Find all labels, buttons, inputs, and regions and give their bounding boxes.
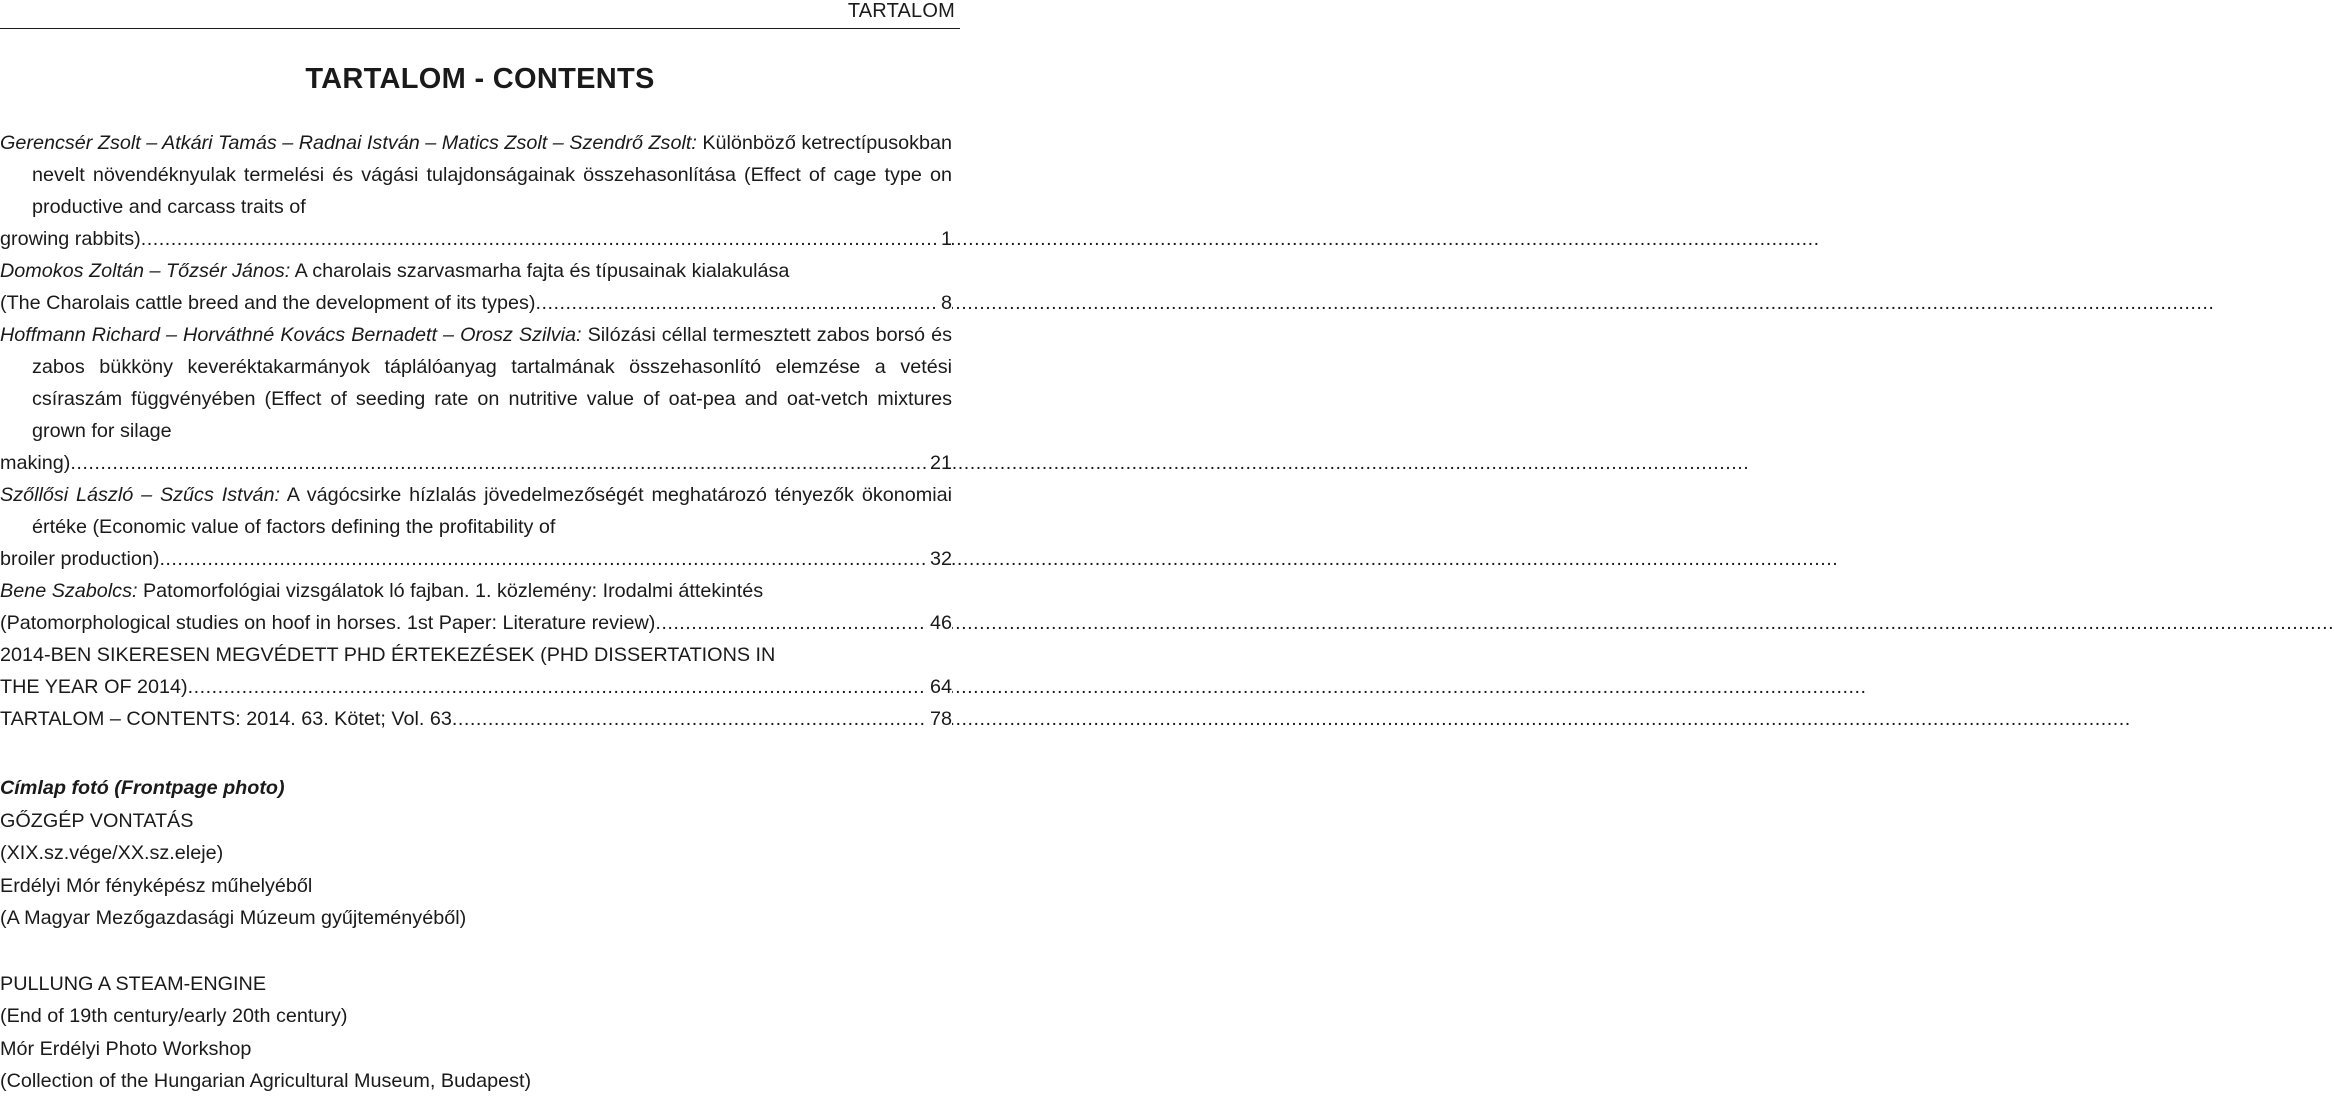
cover-line: Mór Erdélyi Photo Workshop	[0, 1037, 252, 1060]
toc-entry[interactable]	[0, 575, 952, 639]
toc-entry[interactable]	[0, 703, 952, 735]
toc-entry[interactable]	[0, 479, 952, 575]
toc-entry[interactable]	[0, 255, 952, 319]
toc-page-number: 1	[938, 223, 952, 255]
toc-authors: Szőllősi László – Szűcs István:	[0, 484, 280, 506]
cover-line: (XIX.sz.vége/XX.sz.eleje)	[0, 842, 224, 864]
toc-page-number: 8	[938, 287, 952, 319]
toc-authors: Hoffmann Richard – Horváthné Kovács Bernadett – Orosz Szilvia:	[0, 324, 582, 346]
toc-authors: Bene Szabolcs:	[0, 580, 138, 602]
header-rule	[0, 28, 960, 29]
cover-line: (End of 19th century/early 20th century)	[0, 1005, 348, 1027]
toc-title: 2014-BEN SIKERESEN MEGVÉDETT PHD ÉRTEKEZÉSEK (PHD DISSERTATIONS IN	[0, 644, 776, 666]
table-of-contents	[0, 127, 952, 735]
cover-heading: Címlap fotó (Frontpage photo)	[0, 777, 285, 799]
toc-page-number: 64	[927, 671, 952, 703]
cover-line: GŐZGÉP VONTATÁS	[0, 809, 194, 832]
toc-entry[interactable]	[0, 127, 952, 255]
toc-authors: Domokos Zoltán – Tőzsér János:	[0, 260, 291, 282]
toc-authors: Gerencsér Zsolt – Atkári Tamás – Radnai István – Matics Zsolt – Szendrő Zsolt:	[0, 132, 697, 154]
toc-page-number: 21	[927, 447, 952, 479]
cover-line: (Collection of the Hungarian Agricultural Museum, Budapest)	[0, 1070, 532, 1092]
toc-title-last-line: THE YEAR OF 2014) .....	[32, 671, 952, 703]
toc-title-last-line: TARTALOM – CONTENTS: 2014. 63. Kötet; Vol. 63 .....	[32, 703, 952, 735]
toc-entry[interactable]	[0, 319, 952, 479]
cover-line: Erdélyi Mór fényképész műhelyéből	[0, 874, 313, 897]
page-title: TARTALOM - CONTENTS	[305, 63, 655, 95]
toc-title-last-line: growing rabbits) .....	[32, 223, 952, 255]
toc-page-number: 78	[927, 703, 952, 735]
toc-title: Különböző ketrectípusokban nevelt növendéknyulak termelési és vágási tulajdonságainak összehasonlítása (Effect of cage type on productive and carcass traits of	[32, 132, 952, 218]
toc-title: A charolais szarvasmarha fajta és típusainak kialakulása	[290, 260, 790, 282]
toc-title-last-line: (Patomorphological studies on hoof in horses. 1st Paper: Literature review) .....	[32, 607, 952, 639]
toc-title-last-line: (The Charolais cattle breed and the development of its types) .....	[32, 287, 952, 319]
toc-title-last-line: broiler production) .....	[32, 543, 952, 575]
cover-photo-credits	[0, 772, 531, 1098]
cover-line: PULLUNG A STEAM-ENGINE	[0, 972, 267, 995]
toc-title-last-line: making) .....	[32, 447, 952, 479]
toc-title: Silózási céllal termesztett zabos borsó és zabos bükköny keveréktakarmányok táplálóanyag tartalmának összehasonlító elemzése a vetési csíraszám függvényében (Effect of seeding rate on nutritive value of oat-pea and oat-vetch mixtures grown for silage	[32, 324, 952, 442]
running-head: TARTALOM	[847, 0, 955, 22]
toc-title: Patomorfológiai vizsgálatok ló fajban. 1. közlemény: Irodalmi áttekintés	[137, 580, 764, 602]
toc-page-number: 46	[927, 607, 952, 639]
cover-line: (A Magyar Mezőgazdasági Múzeum gyűjteményéből)	[0, 907, 467, 929]
toc-title: A vágócsirke hízlalás jövedelmezőségét meghatározó tényezők ökonomiai értéke (Economic value of factors defining the profitability of	[32, 484, 952, 538]
toc-entry[interactable]	[0, 639, 952, 703]
toc-page-number: 32	[927, 543, 952, 575]
spacer	[0, 935, 531, 968]
